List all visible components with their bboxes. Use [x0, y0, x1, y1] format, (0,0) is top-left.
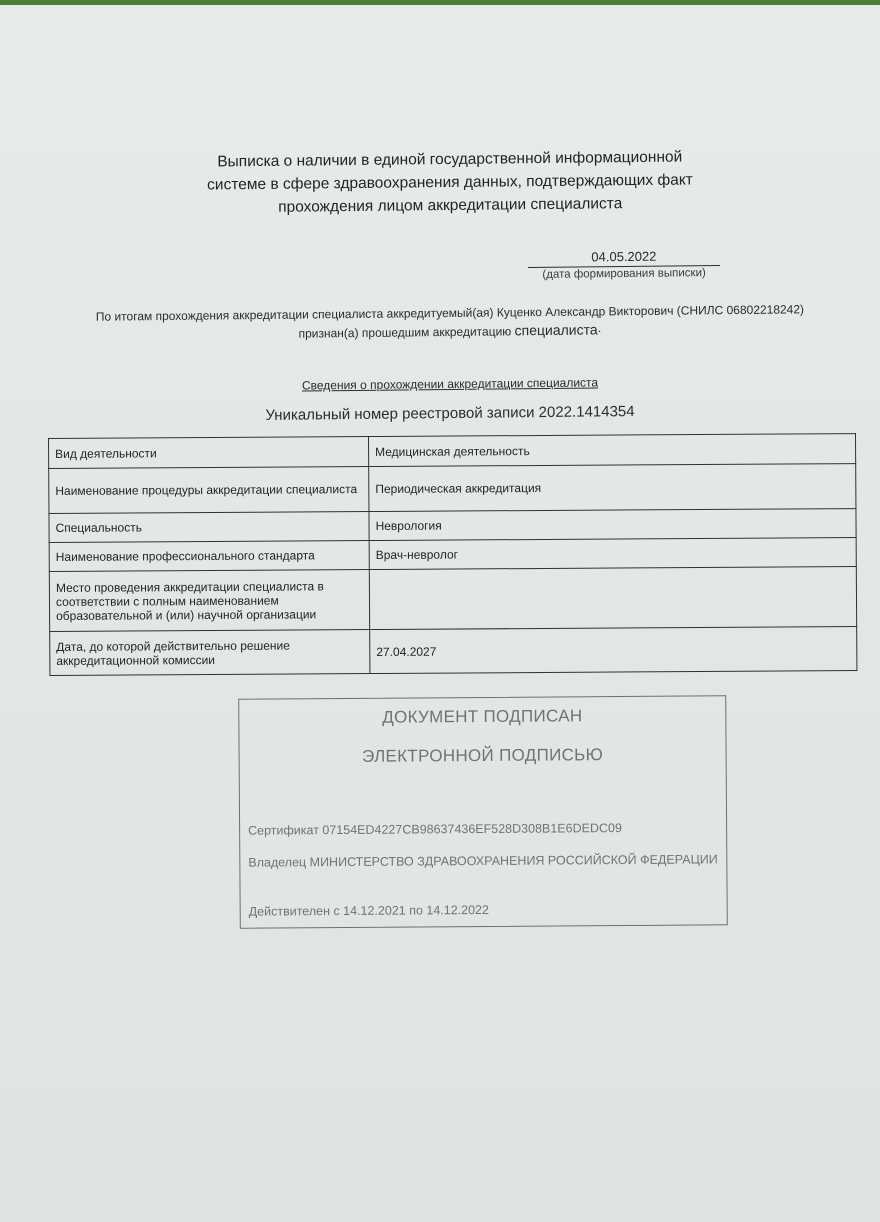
stamp-line-2: ЭЛЕКТРОННОЙ ПОДПИСЬЮ	[362, 745, 604, 766]
section-heading: Сведения о прохождении аккредитации специалиста	[301, 375, 599, 393]
table-cell-value: 27.04.2027	[370, 627, 857, 674]
electronic-signature-stamp	[238, 695, 728, 928]
table-cell-label: Наименование процедуры аккредитации специалиста	[49, 467, 369, 514]
top-edge-strip	[0, 0, 880, 5]
table-row	[49, 464, 856, 514]
table-cell-label: Вид деятельности	[49, 437, 369, 469]
document-title	[140, 145, 761, 220]
issue-date: 04.05.2022	[528, 247, 720, 268]
table-row	[50, 627, 857, 676]
table-cell-value: Неврология	[369, 509, 856, 541]
table-cell-label: Дата, до которой действительно решение аккредитационной комиссии	[50, 630, 370, 676]
title-line-3: прохождения лицом аккредитации специалиста	[278, 195, 623, 216]
registry-number: Уникальный номер реестровой записи 2022.1414354	[265, 403, 635, 424]
intro-paragraph	[40, 300, 860, 346]
table-cell-value: Врач-невролог	[369, 538, 856, 570]
table-row	[49, 567, 856, 632]
intro-line-2-emphasis: специалиста	[514, 321, 598, 339]
stamp-line-1: ДОКУМЕНТ ПОДПИСАН	[382, 706, 583, 727]
issue-date-block	[528, 247, 720, 283]
table-cell-value: Периодическая аккредитация	[369, 464, 856, 512]
table-cell-value	[369, 567, 856, 630]
title-line-2: системе в сфере здравоохранения данных, подтверждающих факт	[207, 171, 693, 194]
intro-line-1: По итогам прохождения аккредитации специалиста аккредитуемый(ая) Куценко Александр Викторович (СНИЛС 06802218242)	[95, 302, 805, 324]
issue-date-caption: (дата формирования выписки)	[542, 267, 706, 281]
intro-line-2-prefix: признан(а) прошедшим аккредитацию	[298, 324, 515, 341]
table-cell-value: Медицинская деятельность	[368, 434, 855, 467]
intro-line-2-suffix: ·	[597, 323, 602, 338]
table-cell-label: Место проведения аккредитации специалиста в соответствии с полным наименованием образовательной и (или) научной организации	[49, 570, 369, 632]
table-cell-label: Специальность	[49, 512, 369, 543]
stamp-validity: Действителен с 14.12.2021 по 14.12.2022	[248, 902, 489, 919]
accreditation-table	[48, 433, 857, 676]
title-line-1: Выписка о наличии в единой государственной информационной	[217, 148, 683, 171]
stamp-owner: Владелец МИНИСТЕРСТВО ЗДРАВООХРАНЕНИЯ РОССИЙСКОЙ ФЕДЕРАЦИИ	[248, 852, 718, 870]
table-row	[49, 434, 856, 469]
table-cell-label: Наименование профессионального стандарта	[49, 541, 369, 572]
accreditation-table-wrapper	[48, 433, 857, 676]
stamp-certificate: Сертификат 07154ED4227CB98637436EF528D308B1E6DEDC09	[248, 821, 622, 838]
